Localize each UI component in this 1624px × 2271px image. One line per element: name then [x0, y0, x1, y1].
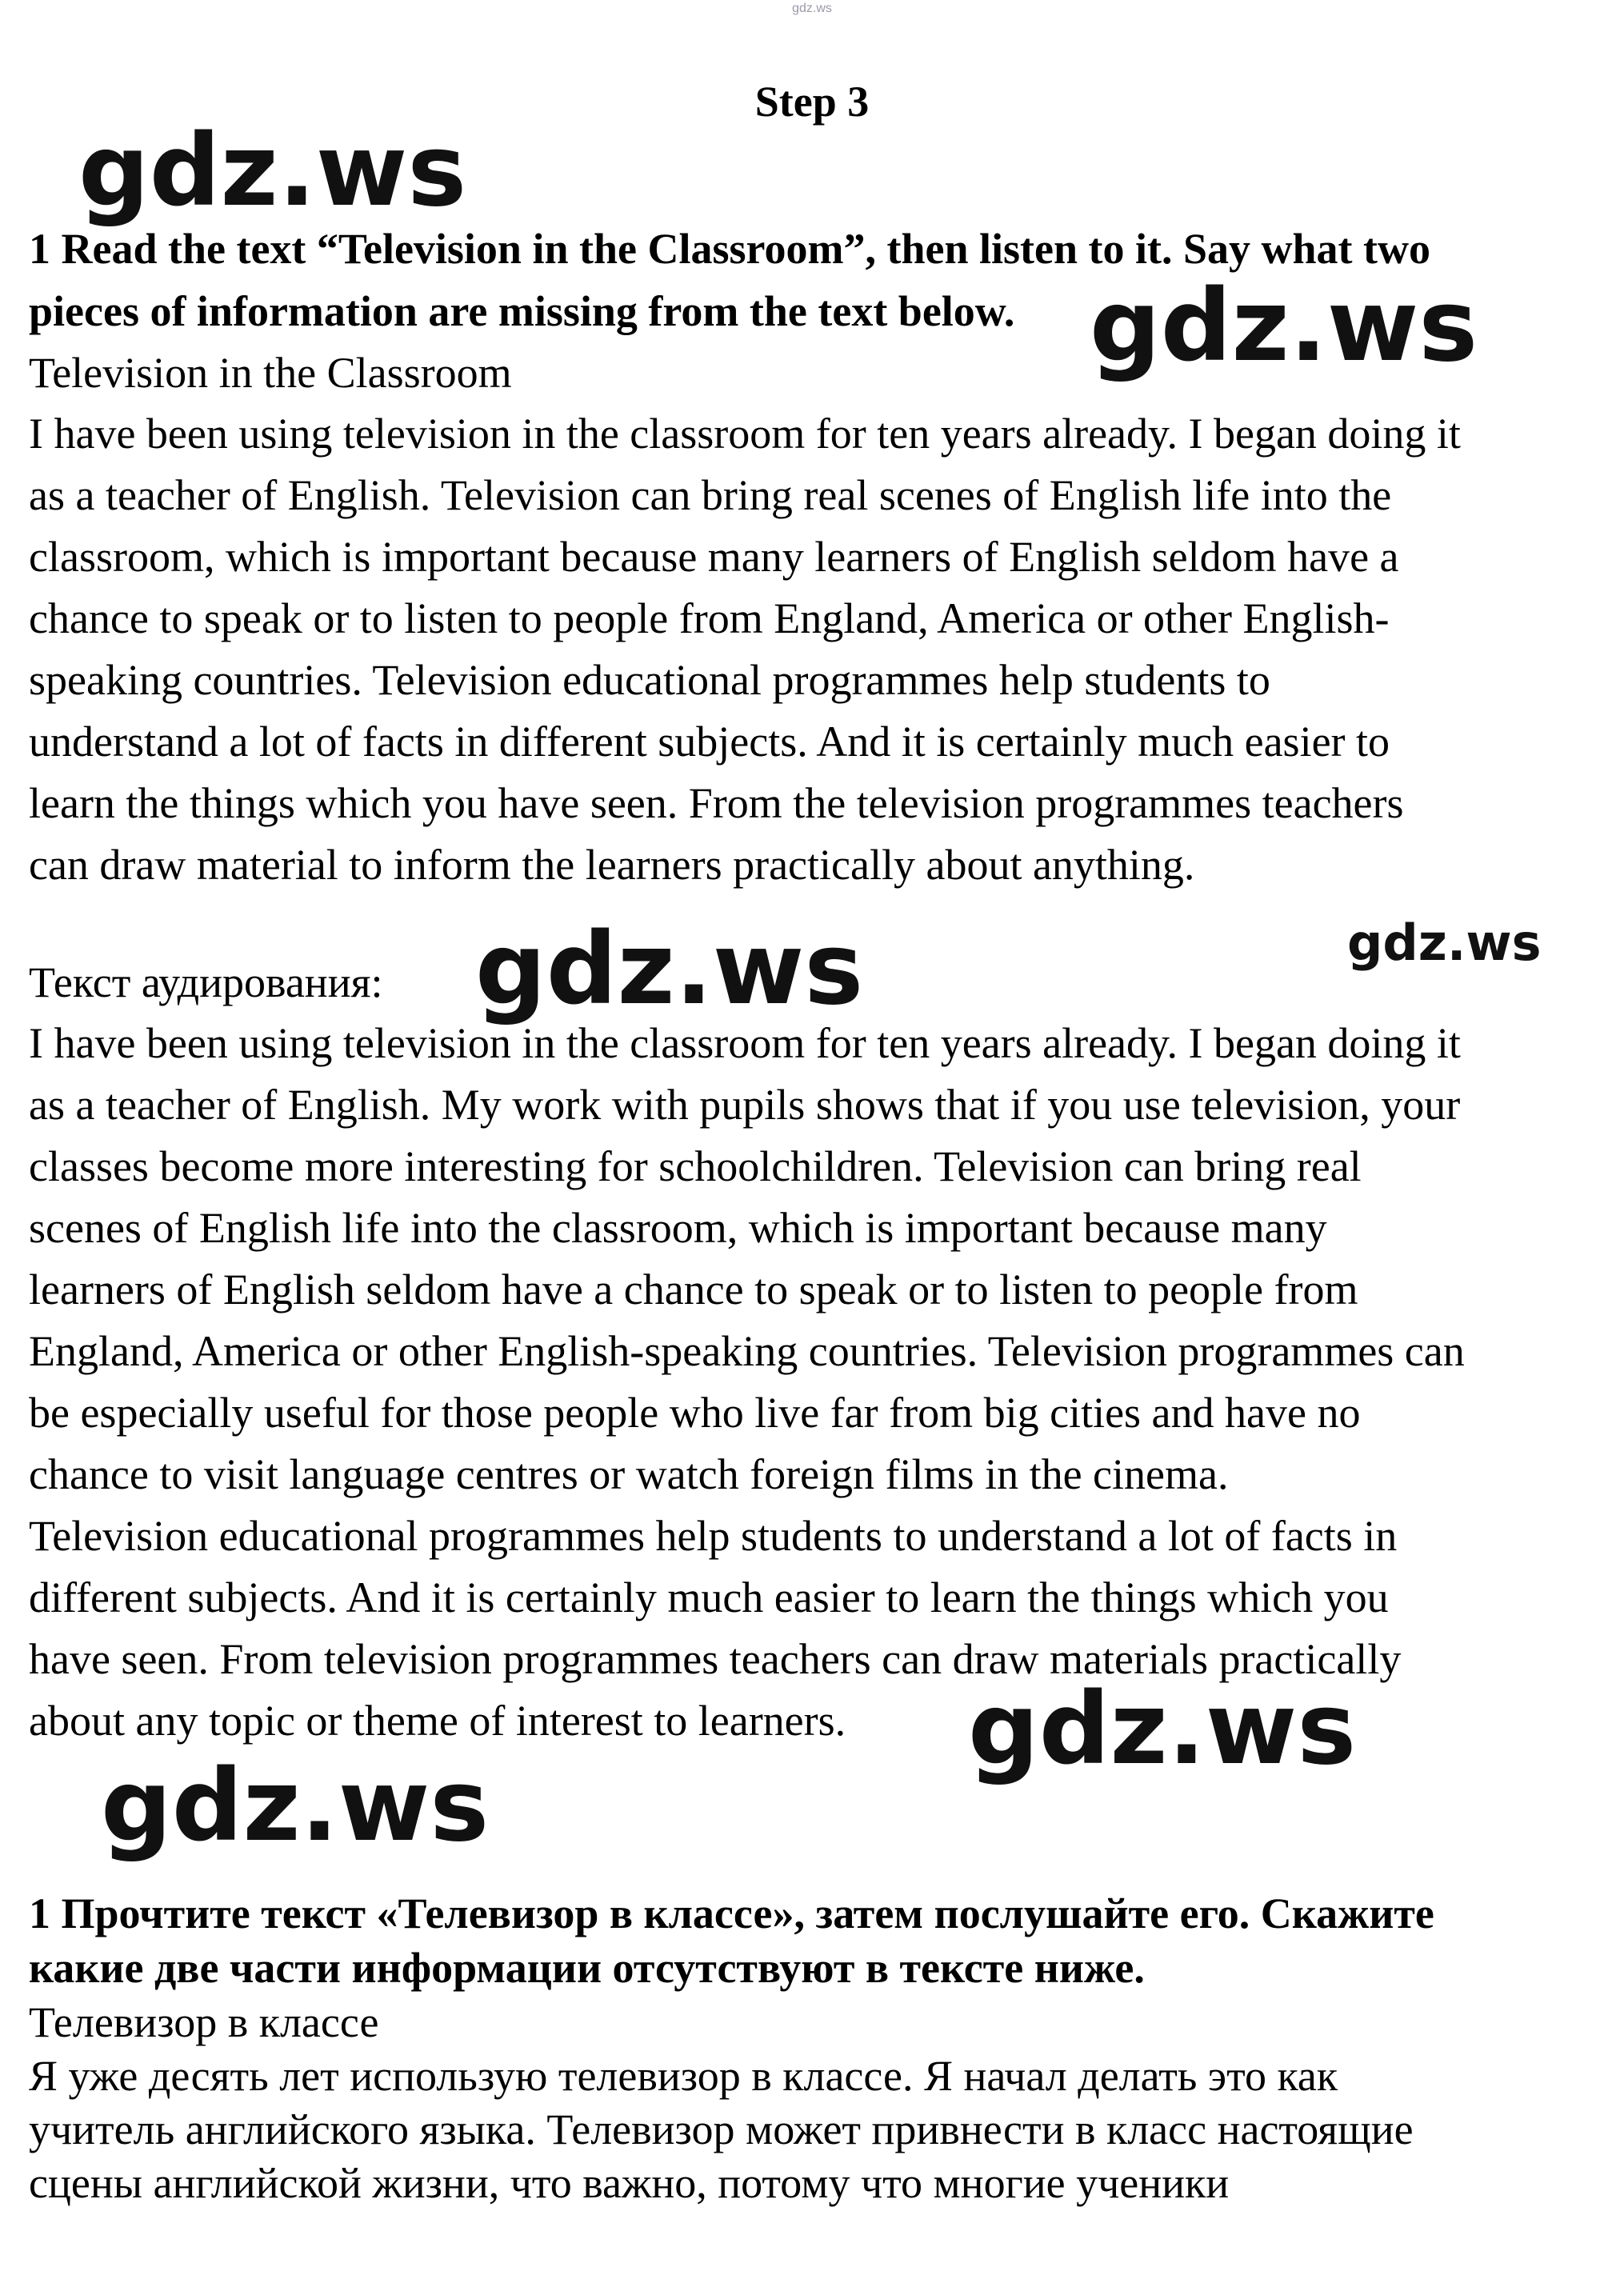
english-text-title: Television in the Classroom: [29, 349, 512, 397]
text-line: scenes of English life into the classroom, which is important because many: [29, 1204, 1327, 1252]
task-line: 1 Прочтите текст «Телевизор в классе», затем послушайте его. Скажите: [29, 1889, 1434, 1937]
task-line: 1 Read the text “Television in the Classroom”, then listen to it. Say what two: [29, 225, 1430, 273]
text-line: chance to visit language centres or watch foreign films in the cinema.: [29, 1450, 1229, 1498]
watermark-logo: gdz.ws: [475, 912, 864, 1027]
text-line: Television educational programmes help students to understand a lot of facts in: [29, 1512, 1398, 1560]
listening-label: Текст аудирования:: [29, 958, 383, 1006]
text-line: Я уже десять лет использую телевизор в классе. Я начал делать это как: [29, 2052, 1338, 2100]
text-line: understand a lot of facts in different subjects. And it is certainly much easier to: [29, 718, 1390, 766]
text-line: I have been using television in the classroom for ten years already. I began doing it: [29, 1019, 1461, 1067]
watermark-logo: gdz.ws: [1090, 269, 1478, 384]
listening-section: [29, 952, 1597, 1752]
russian-text-body: [29, 2049, 1597, 2210]
text-line: учитель английского языка. Телевизор может привнести в класс настоящие: [29, 2105, 1414, 2153]
text-line: as a teacher of English. My work with pupils shows that if you use television, your: [29, 1081, 1461, 1129]
text-line: classroom, which is important because many learners of English seldom have a: [29, 533, 1399, 581]
watermark-logo: gdz.ws: [968, 1672, 1357, 1787]
text-line: learners of English seldom have a chance to speak or to listen to people from: [29, 1265, 1358, 1313]
text-line: speaking countries. Television educational programmes help students to: [29, 656, 1270, 704]
text-line: England, America or other English-speaking countries. Television programmes can: [29, 1327, 1465, 1375]
text-line: be especially useful for those people who live far from big cities and have no: [29, 1389, 1361, 1437]
text-line: chance to speak or to listen to people from England, America or other English-: [29, 594, 1390, 642]
text-line: as a teacher of English. Television can bring real scenes of English life into the: [29, 471, 1392, 519]
text-line: сцены английской жизни, что важно, потому что многие ученики: [29, 2159, 1230, 2207]
text-line: have seen. From television programmes teachers can draw materials practically: [29, 1635, 1402, 1683]
watermark-logo: gdz.ws: [1347, 914, 1542, 972]
russian-section: [29, 1886, 1597, 2210]
watermark-logo: gdz.ws: [101, 1749, 490, 1864]
text-line: I have been using television in the classroom for ten years already. I began doing it: [29, 410, 1461, 458]
task-line: какие две части информации отсутствуют в тексте ниже.: [29, 1944, 1145, 1992]
listening-text-body: [29, 1013, 1597, 1752]
task-line: pieces of information are missing from the text below.: [29, 287, 1015, 335]
russian-text-title: Телевизор в классе: [29, 1998, 379, 2046]
text-line: can draw material to inform the learners practically about anything.: [29, 841, 1195, 889]
text-line: different subjects. And it is certainly much easier to learn the things which you: [29, 1573, 1389, 1621]
text-line: about any topic or theme of interest to learners.: [29, 1697, 846, 1745]
russian-task-heading: [29, 1886, 1597, 1995]
english-text-body: [29, 403, 1597, 896]
text-line: classes become more interesting for schoolchildren. Television can bring real: [29, 1142, 1362, 1190]
text-line: learn the things which you have seen. From the television programmes teachers: [29, 779, 1404, 827]
watermark-logo: gdz.ws: [78, 114, 467, 229]
top-watermark-text: gdz.ws: [792, 2, 832, 15]
page-title: Step 3: [754, 78, 870, 126]
